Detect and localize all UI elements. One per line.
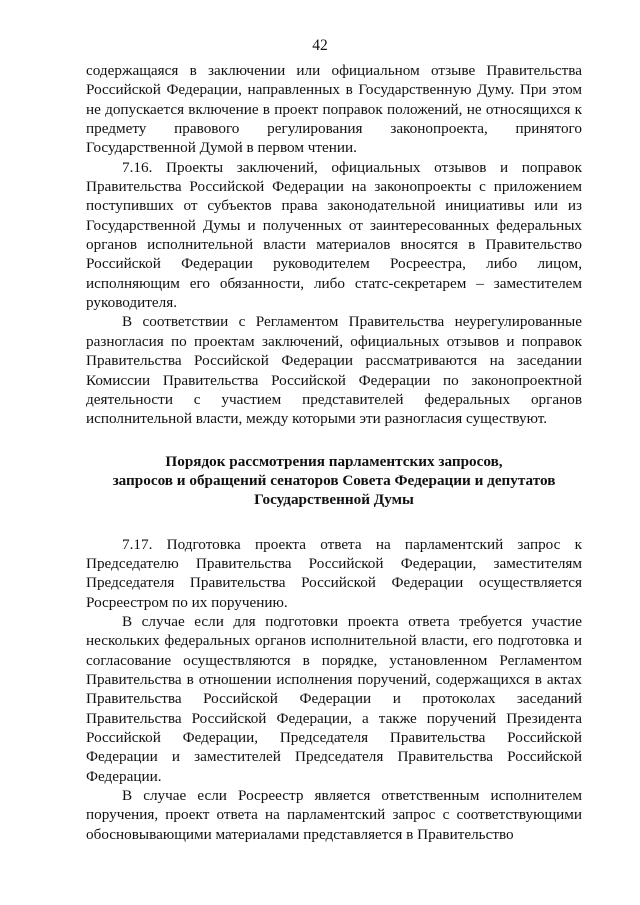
document-body (86, 61, 582, 844)
paragraph-reglament-disagreements: В соответствии с Регламентом Правительства неурегулированные разногласия по проектам заключений, официальных отзывов и поправок Правительства Российской Федерации рассматриваются на заседании Комиссии Правительства Российской Федерации по законопроектной деятельности с участием представителей федеральных органов исполнительной власти, между которыми эти разногласия существуют. (86, 313, 582, 428)
section-heading-line-3: Государственной Думы (254, 491, 414, 509)
section-heading (86, 452, 582, 510)
paragraph-responsible-executor: В случае если Росреестр является ответственным исполнителем поручения, проект ответа на парламентский запрос с соответствующими обосновывающими материалами представляется в Правительство (86, 787, 582, 843)
section-heading-line-1: Порядок рассмотрения парламентских запросов, (165, 452, 503, 470)
paragraph-several-organs: В случае если для подготовки проекта ответа требуется участие нескольких федеральных органов исполнительной власти, его подготовка и согласование осуществляются в порядке, установленном Регламентом Правительства в отношении исполнения поручений, содержащихся в актах Правительства Российской Федерации и протоколах заседаний Правительства Российской Федерации, а также поручений Президента Российской Федерации, Председателя Правительства Российской Федерации и заместителей Председателя Правительства Российской Федерации. (86, 612, 582, 785)
paragraph-7-16: 7.16. Проекты заключений, официальных отзывов и поправок Правительства Российской Федерации на законопроекты с приложением поступивших от субъектов права законодательной инициативы или из Государственной Думы и полученных от заинтересованных федеральных органов исполнительной власти материалов вносятся в Правительство Российской Федерации руководителем Росреестра, либо лицом, исполняющим его обязанности, либо статс-секретарем – заместителем руководителя. (86, 158, 582, 312)
page-number: 42 (312, 37, 328, 54)
paragraph-7-17: 7.17. Подготовка проекта ответа на парламентский запрос к Председателю Правительства Российской Федерации, заместителям Председателя Правительства Российской Федерации осуществляется Росреестром по их поручению. (86, 535, 582, 611)
section-heading-line-2: запросов и обращений сенаторов Совета Федерации и депутатов (112, 471, 556, 489)
paragraph-continuation: содержащаяся в заключении или официальном отзыве Правительства Российской Федерации, направленных в Государственную Думу. При этом не допускается включение в проект поправок положений, не относящихся к предмету правового регулирования законопроекта, принятого Государственной Думой в первом чтении. (86, 62, 582, 157)
